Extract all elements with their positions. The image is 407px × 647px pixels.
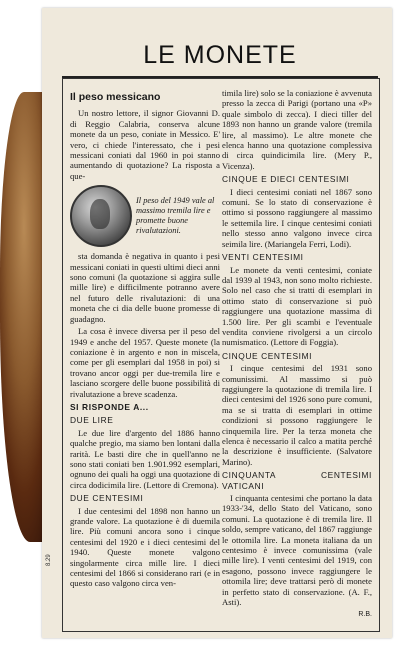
- cinque-dieci-heading: CINQUE E DIECI CENTESIMI: [222, 174, 350, 185]
- cinquanta-text: I cinquanta centesimi che portano la data 1933-'34, dello Stato del Vaticano, sono comuni. La quotazione è di tremila lire. Il soldo, sempre vaticano, del 1867 raggiunge le ottomila lire. La moneta italiana da un centesimo è invece comunissima (vale mille lire). I venti centesimi del 1919, con esagono, possono invece raggiungere le ottomila lire; deve trattarsi però di monete in perfetto stato di conservazione. (A. F., Asti).: [222, 493, 372, 608]
- page-title: LE MONETE: [143, 41, 297, 69]
- due-lire-text: Le due lire d'argento del 1886 hanno qualche pregio, ma siamo ben lontani dalla rarità. Le basti dire che in quell'anno ne sono stati coniati ben 1.901.992 esemplari, ognuno dei quali ha oggi una quotazione di circa dodicimila lire. (Lettore di Cremona).: [70, 427, 220, 490]
- due-lire-heading: DUE LIRE: [70, 415, 114, 426]
- side-note: 8.29: [46, 554, 52, 566]
- right-column: [222, 88, 372, 620]
- venti-heading: VENTI CENTESIMI: [222, 252, 304, 263]
- title-rule: [62, 76, 378, 78]
- right-intro-text: timila lire) solo se la coniazione è avvenuta presso la zecca di Parigi (portano una «P» quale simbolo di zecca). I dieci tiller del 1893 non hanno un grande valore (tremila lire, al massimo). Le altre monete che elenca hanno una quotazione complessiva di circa quindicimila lire. (Mery P., Vicenza).: [222, 88, 372, 171]
- due-centesimi-text: I due centesimi del 1898 non hanno un grande valore. La quotazione è di duemila lire. Più comuni ancora sono i cinque centesimi del 1920 e i dieci centesimi del 1940. Queste monete valgono singolarmente circa mille lire. I dieci centesimi del 1866 si considerano rari (e in questo caso valgono circa ven-: [70, 505, 220, 589]
- cinque-text: I cinque centesimi del 1931 sono comunissimi. Al massimo si può raggiungere la quotazione di tremila lire. I dieci centesimi del 1926 sono pure comuni, ma se si tratta di esemplari in ottime condizioni si possono raggiungere le cinquemila lire. Per la terza moneta che elenca è necessario il calco a matita perché la descrizione è insufficiente. (Salvatore Marino).: [222, 363, 372, 467]
- venti-text: Le monete da venti centesimi, coniate dal 1939 al 1943, non sono molto richieste. Solo nel caso che si tratti di esemplari in ottimo stato di conservazione si può raggiungere una quotazione massima di 1.500 lire. Per gli scambi e l'eventuale vendita conviene rivolgersi a un circolo numismatico. (Lettore di Foggia).: [222, 264, 372, 348]
- coin-caption: Il peso del 1949 vale al massimo tremila lire e promette buone rivalutazioni.: [136, 196, 215, 236]
- cinquanta-heading: CINQUANTA CENTESIMI VATICANI: [222, 470, 372, 491]
- paragraph-2: sta domanda è negativa in quanto i pesi messicani coniati in questi ultimi dieci anni sono comuni (la quotazione si aggira sulle mille lire) e difficilmente potranno avere nel futuro delle rivalutazioni: di una moneta che ci dia delle buone promesse di guadagno.: [70, 251, 220, 324]
- article-headline: Il peso messicano: [70, 91, 161, 103]
- due-centesimi-heading: DUE CENTESIMI: [70, 493, 144, 504]
- coin-image: [70, 185, 132, 247]
- cinque-dieci-text: I dieci centesimi coniati nel 1867 sono comuni. Se lo stato di conservazione è ottimo si possono raggiungere al massimo le settemila lire. I cinque centesimi coniati nello stesso anno valgono invece circa seimila lire. (Mariangela Ferri, Lodi).: [222, 186, 372, 249]
- si-risponde-heading: SI RISPONDE A...: [70, 401, 149, 412]
- left-column: [70, 88, 220, 591]
- cinque-heading: CINQUE CENTESIMI: [222, 350, 313, 361]
- coin-figure: [70, 185, 220, 247]
- paragraph-3: La cosa è invece diversa per il peso del 1949 e anche del 1957. Queste monete (la coniazione è in argento e non in miscela, come per gli esemplari dal 1958 in poi) si trovano ancor oggi per due-tremila lire e lasciano scorgere delle buone possibilità di rivalutazione a breve scadenza.: [70, 326, 220, 399]
- intro-paragraph: Un nostro lettore, il signor Giovanni D. di Reggio Calabria, conserva alcune monete da un peso, coniate in Messico. E' vero, ci chiede l'interessato, che i pesi messicani coniati dal 1960 in poi stanno aumentando di quotazione? La risposta a que-: [70, 108, 220, 181]
- author-signature: R.B.: [358, 610, 372, 618]
